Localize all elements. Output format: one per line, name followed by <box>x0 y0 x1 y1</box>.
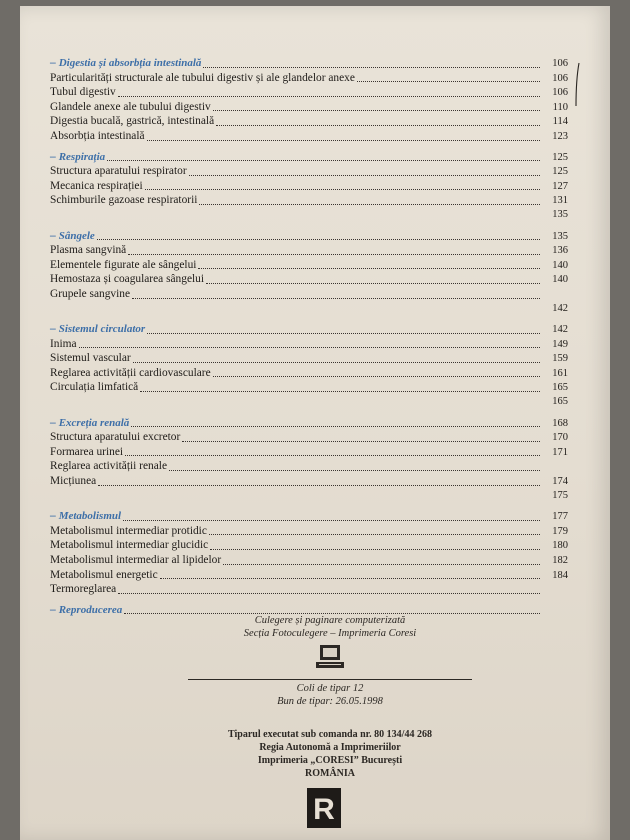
computer-icon <box>313 644 347 670</box>
toc-page-number: 135 <box>552 208 568 220</box>
dot-leader <box>213 109 540 111</box>
dot-leader <box>131 425 540 427</box>
heading-dash: – <box>50 416 56 429</box>
toc-page-marker <box>50 395 568 410</box>
toc-entry <box>50 243 568 258</box>
toc-page-number: 140 <box>552 274 568 286</box>
toc-page-number: 106 <box>552 72 568 84</box>
toc-section-heading <box>50 150 568 165</box>
toc-entry <box>50 474 568 489</box>
toc-page-marker <box>50 489 568 504</box>
print-info-line-1: Tiparul executat sub comanda nr. 80 134/44 268 <box>228 729 432 740</box>
dot-leader <box>203 66 540 68</box>
dot-leader <box>128 253 540 255</box>
toc-entry-title: Tubul digestiv <box>50 86 116 99</box>
dot-leader <box>223 563 540 565</box>
toc-page-number: 149 <box>552 338 568 350</box>
toc-section-heading <box>50 322 568 337</box>
toc-section-heading <box>50 416 568 431</box>
toc-entry <box>50 179 568 194</box>
toc-page-number: 125 <box>552 166 568 178</box>
toc-page-number: 161 <box>552 367 568 379</box>
toc-page-number: 125 <box>552 151 568 163</box>
toc-page-number: 182 <box>552 555 568 566</box>
toc-page-number: 180 <box>552 540 568 552</box>
toc-entry <box>50 164 568 179</box>
dot-leader <box>107 159 540 161</box>
toc-entry-title: Inima <box>50 337 77 350</box>
toc-section-heading <box>50 56 568 71</box>
print-info-line-2: Regia Autonomă a Imprimeriilor <box>259 742 401 753</box>
toc-entry <box>50 193 568 208</box>
toc-heading-title: Respirația <box>58 150 106 163</box>
heading-dash: – <box>50 323 56 336</box>
dot-leader <box>199 203 540 205</box>
toc-entry <box>50 524 568 539</box>
heading-dash: – <box>50 603 56 616</box>
pen-mark <box>575 62 581 108</box>
dot-leader <box>147 332 540 334</box>
toc-entry <box>50 114 568 129</box>
dot-leader <box>189 174 540 176</box>
toc-page-number: 165 <box>552 396 568 408</box>
toc-entry-title: Metabolismul intermediar al lipidelor <box>50 554 222 566</box>
dot-leader <box>97 238 540 240</box>
dot-leader <box>198 267 540 269</box>
toc-page-number: 110 <box>552 101 568 113</box>
toc-heading-title: Sângele <box>58 229 95 242</box>
toc-page-number: 127 <box>552 180 568 192</box>
dot-leader <box>206 282 540 284</box>
toc-section <box>50 229 568 317</box>
toc-entry-title: Circulația limfatică <box>50 381 139 394</box>
toc-entry <box>50 568 568 583</box>
toc-entry <box>50 366 568 381</box>
toc-entry-title: Formarea urinei <box>50 445 124 458</box>
toc-section <box>50 322 568 410</box>
toc-entry-title: Metabolismul intermediar protidic <box>50 524 207 537</box>
toc-entry-title: Grupele sangvine <box>50 287 131 300</box>
toc-entry <box>50 430 568 445</box>
heading-dash: – <box>50 57 56 69</box>
dot-leader <box>133 361 540 363</box>
toc-entry <box>50 538 568 553</box>
toc-page-marker <box>50 208 568 223</box>
toc-heading-title: Sistemul circulator <box>58 323 146 336</box>
toc-page-number: 114 <box>552 116 568 128</box>
toc-page-number: 159 <box>552 353 568 365</box>
toc-entry <box>50 553 568 568</box>
toc-section-heading <box>50 229 568 244</box>
toc-entry-title: Reglarea activității cardiovasculare <box>50 366 211 379</box>
toc-entry-title: Termoreglarea <box>50 583 117 596</box>
toc-entry-title: Digestia bucală, gastrică, intestinală <box>50 115 215 128</box>
toc-entry-title: Elementele figurate ale sângelui <box>50 258 197 271</box>
dot-leader <box>210 548 540 550</box>
dot-leader <box>125 454 540 456</box>
toc-entry-title: Structura aparatului respirator <box>50 165 187 178</box>
toc-entry-title: Mecanica respirației <box>50 179 143 192</box>
dot-leader <box>140 390 540 392</box>
book-page <box>20 6 610 840</box>
dot-leader <box>98 484 540 486</box>
table-of-contents <box>50 56 568 623</box>
toc-entry-title: Sistemul vascular <box>50 352 131 365</box>
toc-page-number: 142 <box>552 324 568 336</box>
dot-leader <box>216 124 540 126</box>
toc-entry-title: Schimburile gazoase respiratorii <box>50 194 198 207</box>
toc-page-number: 170 <box>552 432 568 444</box>
dot-leader <box>213 375 540 377</box>
toc-entry-title: Micțiunea <box>50 475 97 488</box>
toc-entry <box>50 129 568 144</box>
toc-page-number: 179 <box>552 525 568 537</box>
heading-dash: – <box>50 229 56 242</box>
toc-entry <box>50 582 568 597</box>
toc-heading-title: Reproducerea <box>58 603 123 616</box>
toc-page-number: 171 <box>552 446 568 458</box>
print-info <box>210 728 450 780</box>
toc-entry <box>50 459 568 474</box>
toc-entry <box>50 380 568 395</box>
toc-page-marker <box>50 302 568 317</box>
toc-entry-title: Metabolismul intermediar glucidic <box>50 539 209 552</box>
imprint-line-1: Culegere și paginare computerizată <box>254 615 406 626</box>
toc-page-number: 123 <box>552 130 568 142</box>
toc-entry <box>50 272 568 287</box>
toc-entry <box>50 337 568 352</box>
toc-section-heading <box>50 509 568 524</box>
toc-page-number: 174 <box>552 476 568 488</box>
dot-leader <box>79 346 540 348</box>
imprint-block <box>180 614 480 708</box>
toc-entry-title: Absorbția intestinală <box>50 129 145 142</box>
toc-entry-title: Glandele anexe ale tubului digestiv <box>50 100 211 113</box>
logo-letter: R <box>313 793 335 826</box>
toc-page-number: 106 <box>552 58 568 69</box>
print-info-line-3: Imprimeria „CORESI” București <box>257 755 403 766</box>
toc-page-number: 142 <box>552 302 568 314</box>
toc-entry-title: Reglarea activității renale <box>50 460 168 473</box>
dot-leader <box>169 469 540 471</box>
toc-entry <box>50 100 568 115</box>
imprint-line-3: Coli de tipar 12 <box>296 683 364 694</box>
toc-entry-title: Metabolismul energetic <box>50 568 158 581</box>
toc-page-number: 135 <box>552 230 568 242</box>
dot-leader <box>118 95 540 97</box>
toc-heading-title: Digestia și absorbția intestinală <box>58 57 202 69</box>
toc-page-number: 168 <box>552 417 568 429</box>
toc-entry-title: Plasma sangvină <box>50 244 127 257</box>
toc-entry <box>50 85 568 100</box>
imprint-line-2: Secția Fotoculegere – Imprimeria Coresi <box>243 628 417 639</box>
toc-section <box>50 509 568 597</box>
imprint-line-4: Bun de tipar: 26.05.1998 <box>277 696 383 707</box>
toc-page-number: 106 <box>552 87 568 99</box>
dot-leader <box>118 592 540 594</box>
toc-section <box>50 150 568 223</box>
toc-heading-title: Metabolismul <box>58 510 122 523</box>
dot-leader <box>209 533 540 535</box>
toc-entry-title: Particularități structurale ale tubului digestiv și ale glandelor anexe <box>50 71 355 84</box>
toc-page-number: 175 <box>552 489 568 501</box>
toc-page-number: 177 <box>552 511 568 523</box>
toc-entry <box>50 287 568 302</box>
toc-entry-title: Hemostaza și coagularea sângelui <box>50 273 205 286</box>
toc-entry <box>50 258 568 273</box>
toc-entry-title: Structura aparatului excretor <box>50 431 181 444</box>
imprint-rule <box>188 679 472 680</box>
dot-leader <box>123 519 540 521</box>
toc-page-number: 131 <box>552 195 568 207</box>
dot-leader <box>182 440 540 442</box>
dot-leader <box>357 80 540 82</box>
heading-dash: – <box>50 150 56 163</box>
toc-page-number: 140 <box>552 259 568 271</box>
toc-entry <box>50 71 568 86</box>
toc-page-number: 136 <box>552 245 568 257</box>
toc-page-number: 184 <box>552 569 568 581</box>
dot-leader <box>160 577 540 579</box>
print-info-line-4: ROMÂNIA <box>305 768 355 779</box>
toc-entry <box>50 351 568 366</box>
dot-leader <box>145 188 540 190</box>
toc-section <box>50 416 568 504</box>
heading-dash: – <box>50 510 56 523</box>
toc-page-number: 165 <box>552 382 568 394</box>
dot-leader <box>147 139 540 141</box>
toc-section <box>50 56 568 144</box>
publisher-logo <box>307 788 341 828</box>
dot-leader <box>132 297 540 299</box>
toc-heading-title: Excreția renală <box>58 416 130 429</box>
toc-entry <box>50 445 568 460</box>
